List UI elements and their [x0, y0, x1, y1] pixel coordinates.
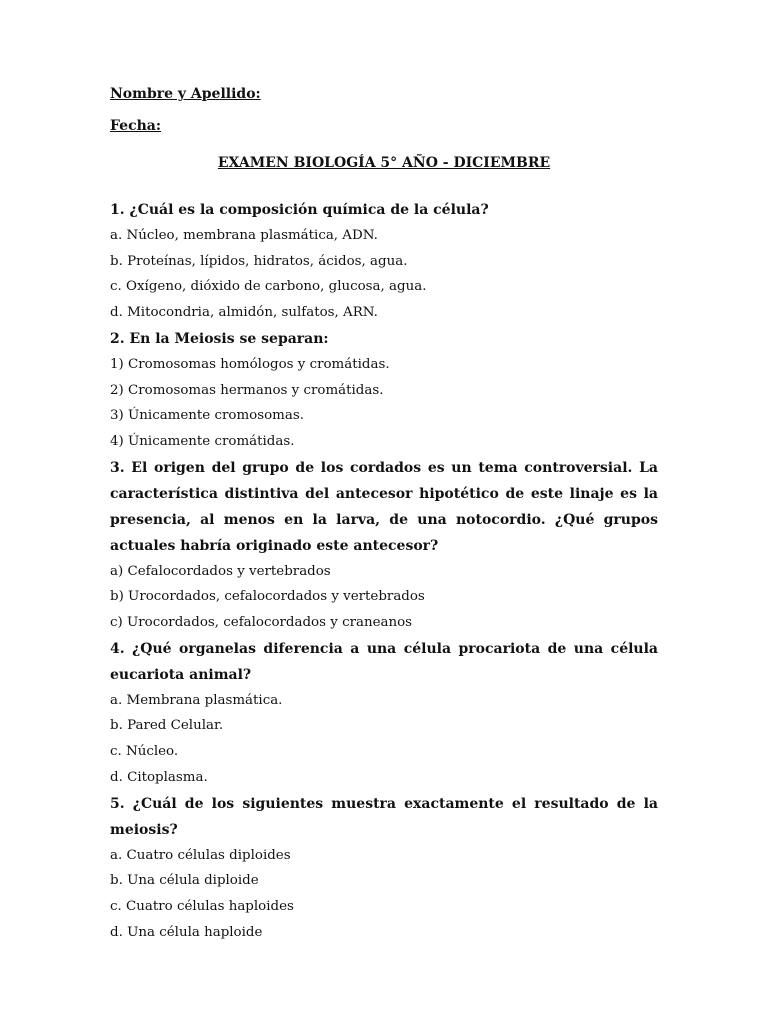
answer-option: 3) Únicamente cromosomas. — [110, 408, 304, 424]
exam-title: EXAMEN BIOLOGÍA 5° AÑO - DICIEMBRE — [217, 155, 551, 171]
answer-option: c. Núcleo. — [110, 744, 179, 760]
answer-option: b. Proteínas, lípidos, hidratos, ácidos, agua. — [110, 253, 408, 269]
question-5 — [110, 791, 658, 946]
question-4 — [110, 636, 658, 791]
answer-option: b) Urocordados, cefalocordados y vertebrados — [110, 589, 425, 605]
answer-option: c. Cuatro células haploides — [110, 898, 294, 914]
answer-option: a. Núcleo, membrana plasmática, ADN. — [110, 228, 378, 243]
question-1 — [110, 197, 658, 326]
answer-option: b. Una célula diploide — [110, 873, 259, 889]
date-label: Fecha: — [110, 118, 162, 134]
answer-option: 2) Cromosomas hermanos y cromátidas. — [110, 382, 384, 398]
answer-option: d. Mitocondria, almidón, sulfatos, ARN. — [110, 305, 378, 321]
question-text: 5. ¿Cuál de los siguientes muestra exactamente el resultado de la meiosis? — [110, 795, 658, 838]
question-3 — [110, 455, 658, 636]
answer-option: c. Oxígeno, dióxido de carbono, glucosa, agua. — [110, 279, 427, 295]
name-label: Nombre y Apellido: — [110, 86, 261, 102]
exam-page — [110, 84, 658, 945]
answer-option: a) Cefalocordados y vertebrados — [110, 563, 331, 579]
question-text: 1. ¿Cuál es la composición química de la célula? — [110, 202, 489, 218]
question-text: 4. ¿Qué organelas diferencia a una célula procariota de una célula eucariota animal? — [110, 640, 658, 683]
answer-option: d. Citoplasma. — [110, 769, 208, 785]
answer-option: b. Pared Celular. — [110, 718, 224, 734]
question-text: 2. En la Meiosis se separan: — [110, 330, 329, 347]
question-2 — [110, 326, 658, 455]
answer-option: c) Urocordados, cefalocordados y craneanos — [110, 615, 413, 631]
answer-option: a. Cuatro células diploides — [110, 847, 291, 863]
answer-option: d. Una célula haploide — [110, 924, 263, 940]
answer-option: 1) Cromosomas homólogos y cromátidas. — [110, 356, 390, 372]
answer-option: 4) Únicamente cromátidas. — [110, 433, 295, 449]
question-text: 3. El origen del grupo de los cordados es un tema controversial. La característica distintiva del antecesor hipotético de este linaje es la presencia, al menos en la larva, de una notocordio. ¿Qué grupos actuales habría originado este antecesor? — [110, 459, 658, 554]
answer-option: a. Membrana plasmática. — [110, 692, 283, 708]
